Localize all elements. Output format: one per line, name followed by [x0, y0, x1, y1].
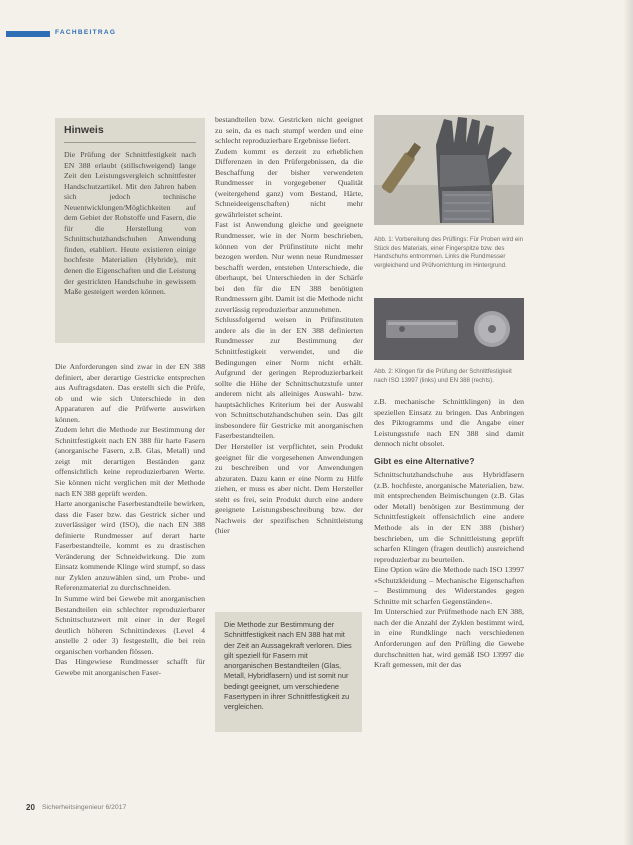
- hinweis-box: [55, 118, 205, 343]
- col1-paragraph: Die Anforderungen sind zwar in der EN 388 definiert, aber derartige Gestricke entsprechen aus Auftragsdaten. Das erstellt sich die Prüfe, ob und wie sich Unterschiede in den Apparaturen auf die Prüfwerte auswirken können.: [55, 362, 205, 424]
- column-1: [55, 362, 205, 678]
- glove-photo: [374, 115, 524, 225]
- blades-photo: [374, 298, 524, 360]
- column-2: [215, 115, 363, 537]
- page-number: 20: [26, 803, 35, 812]
- col3-paragraph: Im Unterschied zur Prüfmethode nach EN 388, nach der die Anzahl der Zyklen bestimmt wird, in eine Rundklinge nach verschiedenen Anforderungen auf den Prüfling die Gewebe durchschnitten hat, wird gemäß ISO 13997 die Kraft gemessen, mit der das: [374, 607, 524, 670]
- column-3: [374, 397, 524, 671]
- col2-paragraph: bestandteilen bzw. Gestricken nicht geeignet zu sein, da es nach stumpf werden und eine schlecht reproduzierbare Ergebnisse liefert.: [215, 115, 363, 146]
- hinweis-title: Hinweis: [64, 124, 104, 136]
- col1-paragraph: Harte anorganische Faserbestandteile bewirken, dass die Faser bzw. das Gestrick sicher und zuverlässiger wird (ISO), die nach EN 388 definierte Rundmesser auf derart harte Faserbestandteile, kommt es zu drastischen Veränderung der Schneidwirkung. Die zum Einsatz kommende Klinge wird stumpf, so dass nur Zyklen anzuwählen sind, um Probe- und Referenzmaterial zu durchschneiden.: [55, 499, 205, 593]
- col2-paragraph: Fast ist Anwendung gleiche und geeignete Rundmesser, wie in der Norm beschrieben, können von der Prüfinstitute nicht mehr bezogen werden. Nur wenn neue Rundmesser beschafft werden, entstehen Unterschiede, die überhaupt, bei Unterschieden in der Schärfe bei den für die EN 388 benötigten Rundmessern gibt. Damit ist die Methode nicht zuverlässig reproduzierbar anzunehmen.: [215, 220, 363, 314]
- summary-box: [215, 612, 362, 732]
- col1-paragraph: Zudem lehrt die Methode zur Bestimmung der Schnittfestigkeit nach EN 388 für harte Fasern (anorganische Fasern, z.B. Glas, Metall) und zeigt mit derartigen Beständen ganz offensichtlich keine reproduzierbaren Werte. Sie können nicht verglichen mit der Methode nach EN 388 geprüft werden.: [55, 425, 205, 498]
- col2-paragraph: Der Hersteller ist verpflichtet, sein Produkt geeignet für die vorgesehenen Anwendungen zu beschreiben und vor Anwendungen abzuraten. Dazu kann er eine Norm zu Hilfe ziehen, er muss es aber nicht. Dem Hersteller steht es frei, sein Produkt durch eine andere geeignete Leistungsbeschreibung bzw. der Nachweis der spezifischen Schnittleistung (hier: [215, 441, 363, 536]
- col3-paragraph: z.B. mechanische Schnittklingen) in den speziellen Einsatz zu bringen. Das Anbringen des Piktogramms und die Angabe einer Leistungsstufe nach EN 388 sind damit dennoch nicht obsolet.: [374, 397, 524, 449]
- blades-photo-illustration: [374, 298, 524, 360]
- section-label: FACHBEITRAG: [55, 29, 117, 36]
- col3-heading: Gibt es eine Alternative?: [374, 455, 475, 466]
- hinweis-text: Die Prüfung der Schnittfestigkeit nach EN 388 erlaubt (stillschweigend) lange Zeit den Leistungsvergleich schnittfester Handschutzartikel. Mit den Jahren haben sich jedoch technische Neuentwicklungen/Möglichkeiten auf dem Gebiet der Rohstoffe und Fasern, die für die Herstellung von Schnittschutzhandschuhen Anwendung finden, etabliert. Heute existieren einige hochfeste Materialien (Hybride), mit denen die Eigenschaften und die Leistung der gestrickten Handschuhe in gewissem Maße gesteigert werden können.: [64, 150, 196, 297]
- photo-2-caption: Abb. 2: Klingen für die Prüfung der Schnittfestigkeit nach ISO 13997 (links) und EN 388 (rechts).: [374, 368, 512, 384]
- col1-paragraph: In Summe wird bei Gewebe mit anorganischen Bestandteilen ein schlechter reproduzierbarer Schnittschutzwert mit einer in der Regel deutlich höheren Schnittindexes (Level 4 anstelle 2 oder 3) festgestellt, die bei rein organischen vorhanden flössen.: [55, 594, 205, 656]
- col3-paragraph: Schnittschutzhandschuhe aus Hybridfasern (z.B. hochfeste, anorganische Materialien, bzw. mit entsprechenden Beimischungen (z.B. Glas oder Metall) benötigen zur Bestimmung der Schnittfestigkeit offensichtlich eine andere Methode als in der EN 388 (bisher) beschrieben, um die Schnittleistung geprüft scharfen Klingen (fragen deutlich) ausreichend reproduzierbar zu beurteilen.: [374, 470, 524, 564]
- section-color-bar: [6, 31, 50, 37]
- col1-paragraph: Das Hingewiese Rundmesser schafft für Gewebe mit anorganischen Faser-: [55, 657, 205, 677]
- col2-paragraph: Schlussfolgernd weisen in Prüfinstituten andere als die in der EN 388 definierten Rundmesser zur Bestimmung der Schnittfestigkeit verwendet, und die Bedingungen einer Norm nicht erhält. Aufgrund der geringen Reproduzierbarkeit sollte die Höhe der Schnittschutzstufe unter anderem nicht als alleiniges Auswahl- bzw. hauptsächliches Kriterium bei der Auswahl von Schnittschutzhandschuhen sein. Das gilt insbesondere für Gestricke mit anorganischen Faserbestandteilen.: [215, 315, 363, 441]
- col2-paragraph: Zudem kommt es derzeit zu erheblichen Differenzen in den Prüfergebnissen, da die Beschaffung der bisher verwendeten Rundmesser in vorgegebener Qualität (weitergehend ganz) vom Bestand, Härte, Schneideeigenschaften) nicht mehr gewährleistet scheint.: [215, 146, 363, 219]
- hinweis-divider: [64, 142, 196, 143]
- col3-paragraph: Eine Option wäre die Methode nach ISO 13997 »Schutzkleidung – Mechanische Eigenschaften – Bestimmung des Widerstandes gegen Schnitte mit scharfen Gegenständen«.: [374, 565, 524, 606]
- summary-text: Die Methode zur Bestimmung der Schnittfestigkeit nach EN 388 hat mit der Zeit an Aussagekraft verloren. Dies gilt speziell für Fasern mit anorganischen Bestandteilen (Glas, Metall, Hybridfasern) und ist somit nur bedingt geeignet, um verschiedene Fasertypen in ihrer Schnittfestigkeit zu vergleichen.: [224, 620, 352, 712]
- magazine-title: Sicherheitsingenieur 6/2017: [42, 804, 127, 811]
- glove-photo-illustration: [374, 115, 524, 225]
- photo-1-caption: Abb. 1: Vorbereitung des Prüflings: Für Proben wird ein Stück des Materials, einer Fingerspitze bzw. des Handschuhs entnommen. Links die Rundmesser vergleichend und Prüfvorrichtung im Hintergrund.: [374, 236, 524, 269]
